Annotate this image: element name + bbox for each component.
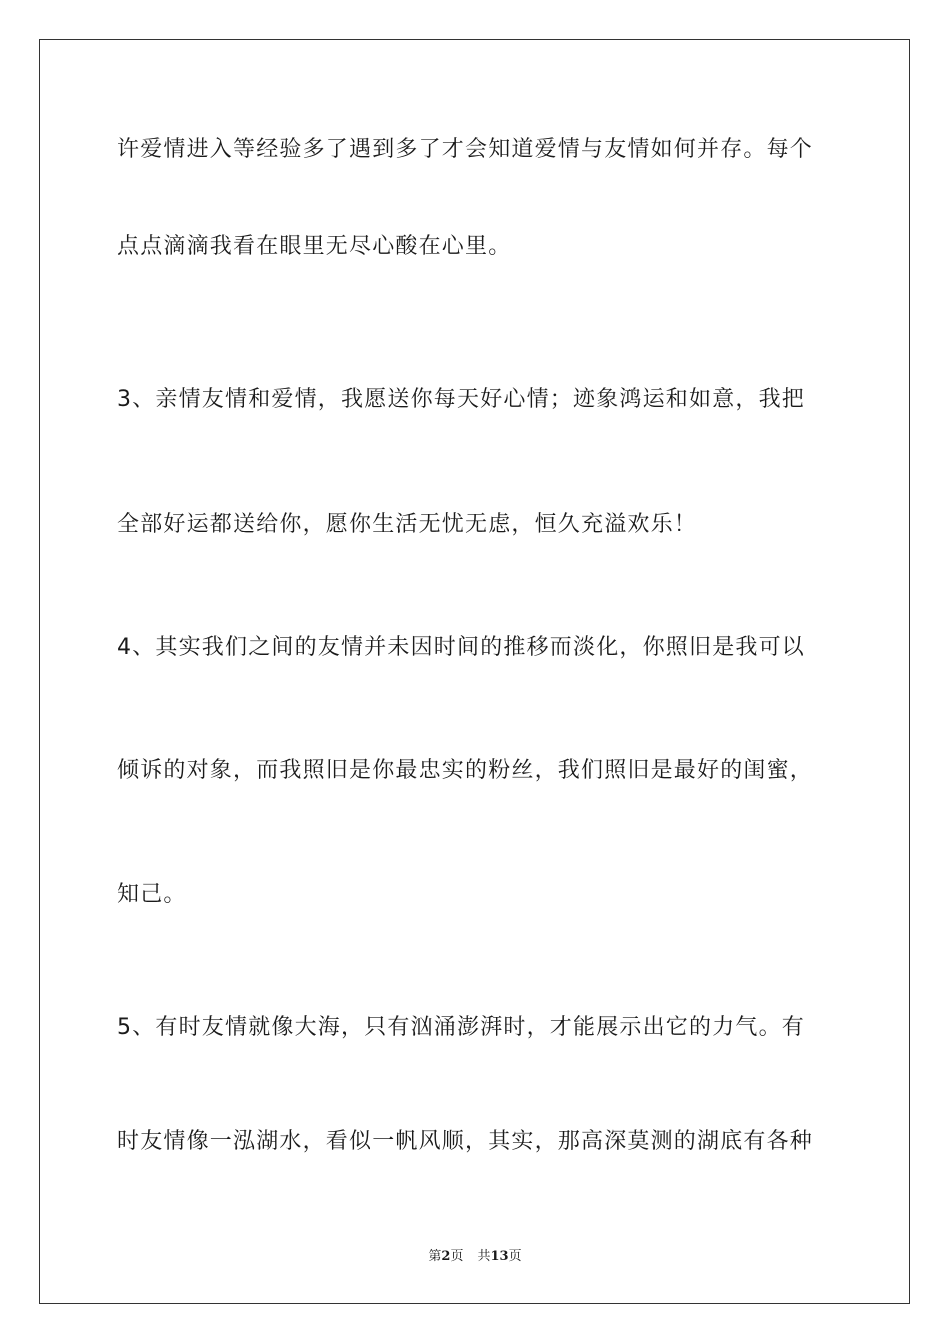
total-prefix: 共 — [477, 1249, 491, 1264]
paragraph-line-8: 5、有时友情就像大海，只有汹涌澎湃时，才能展示出它的力气。有 — [117, 1015, 805, 1040]
page-frame — [39, 39, 910, 1304]
paragraph-line-2: 点点滴滴我看在眼里无尽心酸在心里。 — [117, 234, 512, 259]
page-prefix: 第 — [428, 1249, 442, 1264]
total-pages: 13 — [490, 1249, 509, 1264]
page-footer — [0, 1248, 950, 1266]
paragraph-line-6: 倾诉的对象，而我照旧是你最忠实的粉丝，我们照旧是最好的闺蜜， — [117, 758, 814, 783]
total-suffix: 页 — [508, 1249, 522, 1264]
paragraph-line-4: 全部好运都送给你，愿你生活无忧无虑，恒久充溢欢乐！ — [117, 512, 698, 537]
paragraph-line-7: 知己。 — [117, 882, 187, 907]
paragraph-line-5: 4、其实我们之间的友情并未因时间的推移而淡化，你照旧是我可以 — [117, 635, 805, 660]
paragraph-line-9: 时友情像一泓湖水，看似一帆风顺，其实，那高深莫测的湖底有各种 — [117, 1129, 814, 1154]
paragraph-line-1: 许爱情进入等经验多了遇到多了才会知道爱情与友情如何并存。每个 — [117, 137, 814, 162]
page-suffix: 页 — [450, 1249, 464, 1264]
paragraph-line-3: 3、亲情友情和爱情，我愿送你每天好心情；迹象鸿运和如意，我把 — [117, 387, 805, 412]
page-number: 2 — [441, 1249, 451, 1264]
